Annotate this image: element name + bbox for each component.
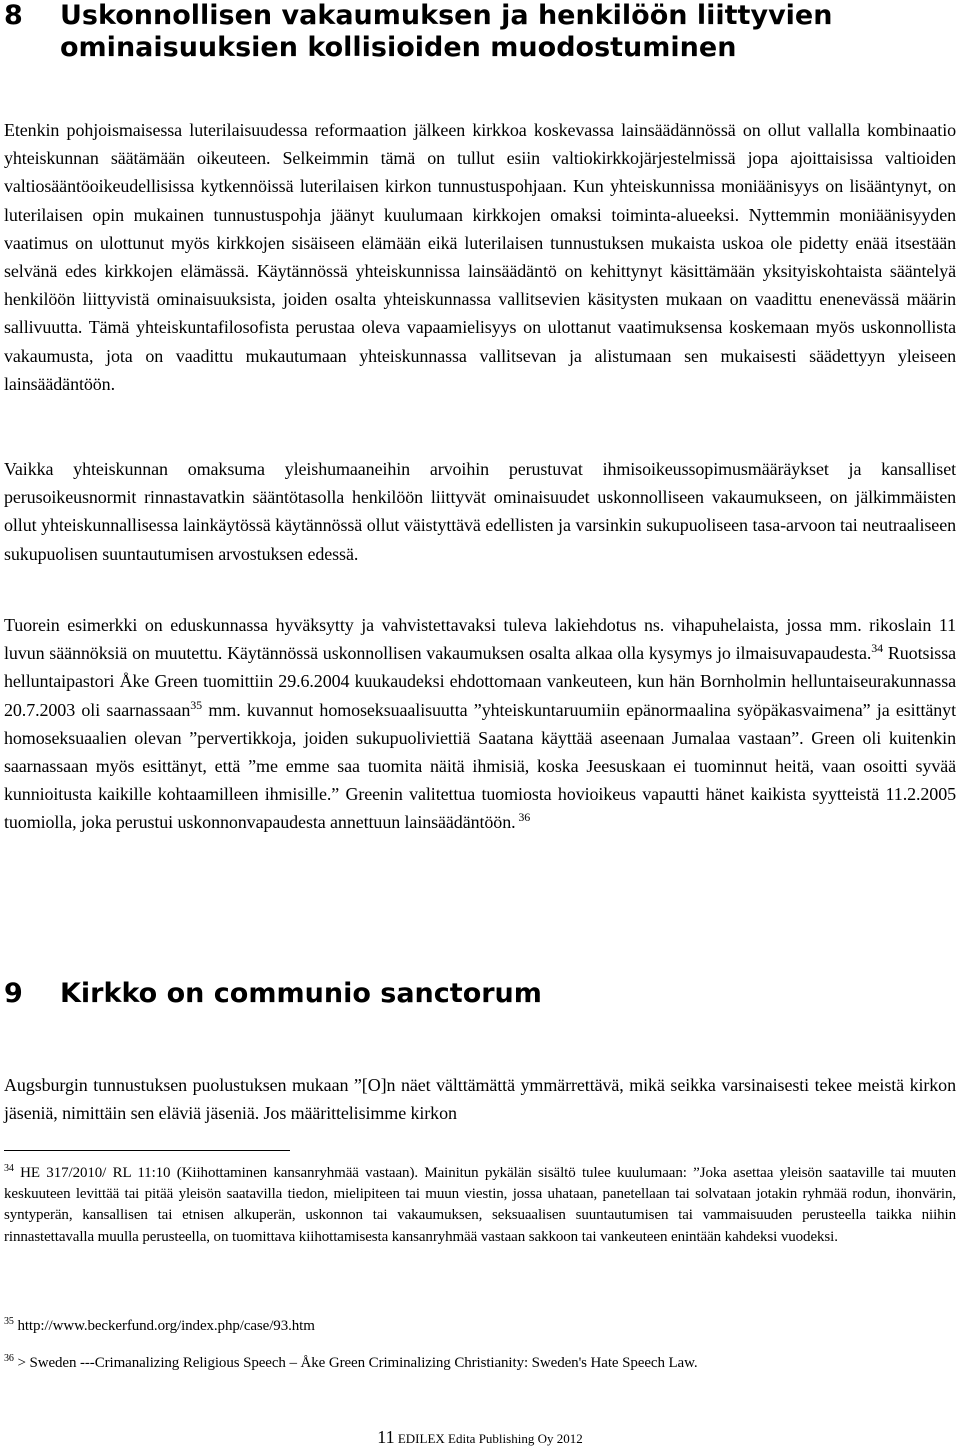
section-8-paragraph-1: Etenkin pohjoismaisessa luterilaisuudessa reformaation jälkeen kirkkoa koskevassa lainsäädännössä on ollut vallalla kombinaatio yhteiskunnan säätämään oikeuteen. Selkeimmin tämä on tullut esiin valtiokirkkojärjestelmissä jopa ajoittaisissa valtioiden valtiosääntöoikeudellisissa kytkennöissä luterilaisen kirkon tunnustuspohjaan. Kun yhteiskunnissa moniäänisyys on lisääntynyt, on luterilaisen opin mukainen tunnustuspohja jäänyt kuulumaan kirkkojen omaksi toiminta-alueeksi. Nyttemmin moniäänisyyden vaatimus on ulottunut myös kirkkojen sisäiseen elämään eikä luterilaisen tunnustuksen mukaista uskoa ole pidetty enää itsestään selvänä edes kirkkojen elämässä. Käytännössä yhteiskunnissa lainsäädäntö on kehittynyt käsittämään yksityiskohtaista sääntelyä henkilöön liittyvistä ominaisuuksista, joiden osalta yhteiskunnassa vallitsevien käsitysten mukaan on vaadittu enenevässä määrin sallivuutta. Tämä yhteiskuntafilosofista perustaa oleva vapaamielisyys on ulottanut vaatimuksensa koskemaan myös uskonnollista vakaumusta, jota on vaadittu mukautumaan yhteiskunnassa vallitsevan ja alistumaan sen mukaisesti säädettyyn yleiseen lainsäädäntöön. (4, 120, 956, 394)
footnote-36 (4, 1353, 956, 1374)
page-footer (0, 1425, 960, 1451)
section-9-heading (4, 978, 954, 1010)
paragraph-3-text-part-2: Ruotsissa helluntaipastori Åke Green tuomittiin 29.6.2004 kuukaudeksi ehdottomaan vankeuteen, kun hän Bornholmin helluntaiseurakunnassa 20.7.2003 oli saarnassaan (4, 643, 956, 720)
footnote-number: 35 (4, 1316, 14, 1327)
paragraph-3-text-part-1: Tuorein esimerkki on eduskunnassa hyväksytty ja vahvistettavaksi tuleva lakiehdotus ns. vihapuhelaista, jossa mm. rikoslain 11 luvun säännöksiä on muutettu. Käytännössä uskonnollisen vakaumuksen osalta alkaa olla kysymys jo ilmaisuvapaudesta. (4, 615, 956, 664)
section-9-number: 9 (4, 978, 23, 1009)
footnote-text: > Sweden ---Crimanalizing Religious Speech – Åke Green Criminalizing Christianity: Sweden's Hate Speech Law. (13, 1355, 698, 1371)
footnote-number: 36 (4, 1353, 14, 1364)
footnote-ref-36[interactable]: 36 (515, 810, 531, 825)
footnote-link-text[interactable]: http://www.beckerfund.org/index.php/case/93.htm (13, 1318, 315, 1334)
section-8-number: 8 (4, 0, 23, 31)
paragraph-3-text-part-3: mm. kuvannut homoseksuaalisuutta ”yhteiskuntaruumiin epänormaalina syöpäkasvaimena” ja esittänyt homoseksuaalien olevan ”pervertikkoja, joiden sukupuoliviettiä Saatana käyttää aseenaan Jumalaa vastaan”. Green oli kuitenkin saarnassaan myös esittänyt, että ”me emme saa tuomita näitä ihmisiä, koska Jeesuskaan ei tuominnut heitä, vaan osoitti syvää kunnioitusta kaikille kohtaamilleen ihmisille.” Greenin valitettua tuomiosta hovioikeus vapautti hänet kaikista syytteistä 11.2.2005 tuomiolla, joka perustui uskonnonvapaudesta annettuun lainsäädäntöön. (4, 699, 956, 833)
footnote-number: 34 (4, 1163, 14, 1174)
publisher-credit: EDILEX Edita Publishing Oy 2012 (394, 1431, 583, 1446)
footnote-separator (4, 1150, 290, 1151)
section-9-paragraph-1: Augsburgin tunnustuksen puolustuksen mukaan ”[O]n näet välttämättä ymmärrettävä, mikä seikka varsinaisesti tekee meistä kirkon jäseniä, nimittäin sen eläviä jäseniä. Jos määrittelisimme kirkon (4, 1075, 956, 1124)
footnote-text: HE 317/2010/ RL 11:10 (Kiihottaminen kansanryhmää vastaan). Mainitun pykälän sisältö tulee kuulumaan: ”Joka asettaa yleisön saataville tai muuten keskuuteen levittää tai pitää yleisön saatavilla tiedon, mielipiteen tai muun viestin, jossa uhataan, panetellaan tai solvataan jotakin ryhmää rodun, ihonvärin, syntyperän, kansallisen tai etnisen alkuperän, uskonnon tai vakaumuksen, seksuaalisen suuntautumisen tai vammaisuuden perusteella taikka niihin rinnastettavalla muulla perusteella, on tuomittava kiihottamisesta kansanryhmää vastaan sakkoon tai vankeuteen enintään kahdeksi vuodeksi. (4, 1165, 956, 1245)
footnote-ref-35[interactable]: 35 (190, 697, 203, 712)
footnote-ref-34[interactable]: 34 (871, 641, 884, 656)
footnote-34 (4, 1163, 956, 1248)
section-8-paragraph-3 (4, 611, 956, 837)
section-8-title: Uskonnollisen vakaumuksen ja henkilöön liittyvien ominaisuuksien kollisioiden muodostuminen (60, 0, 833, 63)
page-number: 11 (377, 1427, 395, 1447)
section-8-paragraph-2: Vaikka yhteiskunnan omaksuma yleishumaaneihin arvoihin perustuvat ihmisoikeussopimusmääräykset ja kansalliset perusoikeusnormit rinnastavatkin sääntötasolla henkilöön liittyvät ominaisuudet uskonnolliseen vakaumukseen, on jälkimmäisten ollut yhteiskunnallisessa lainkäytössä käytännössä ollut väistyttävä edellisten ja varsinkin sukupuoliseen tasa-arvoon tai neutraaliseen sukupuolisen suuntautumisen arvostuksen edessä. (4, 459, 956, 564)
section-8-heading (4, 0, 954, 64)
footnote-35 (4, 1316, 956, 1337)
section-9-title: Kirkko on communio sanctorum (60, 978, 542, 1009)
